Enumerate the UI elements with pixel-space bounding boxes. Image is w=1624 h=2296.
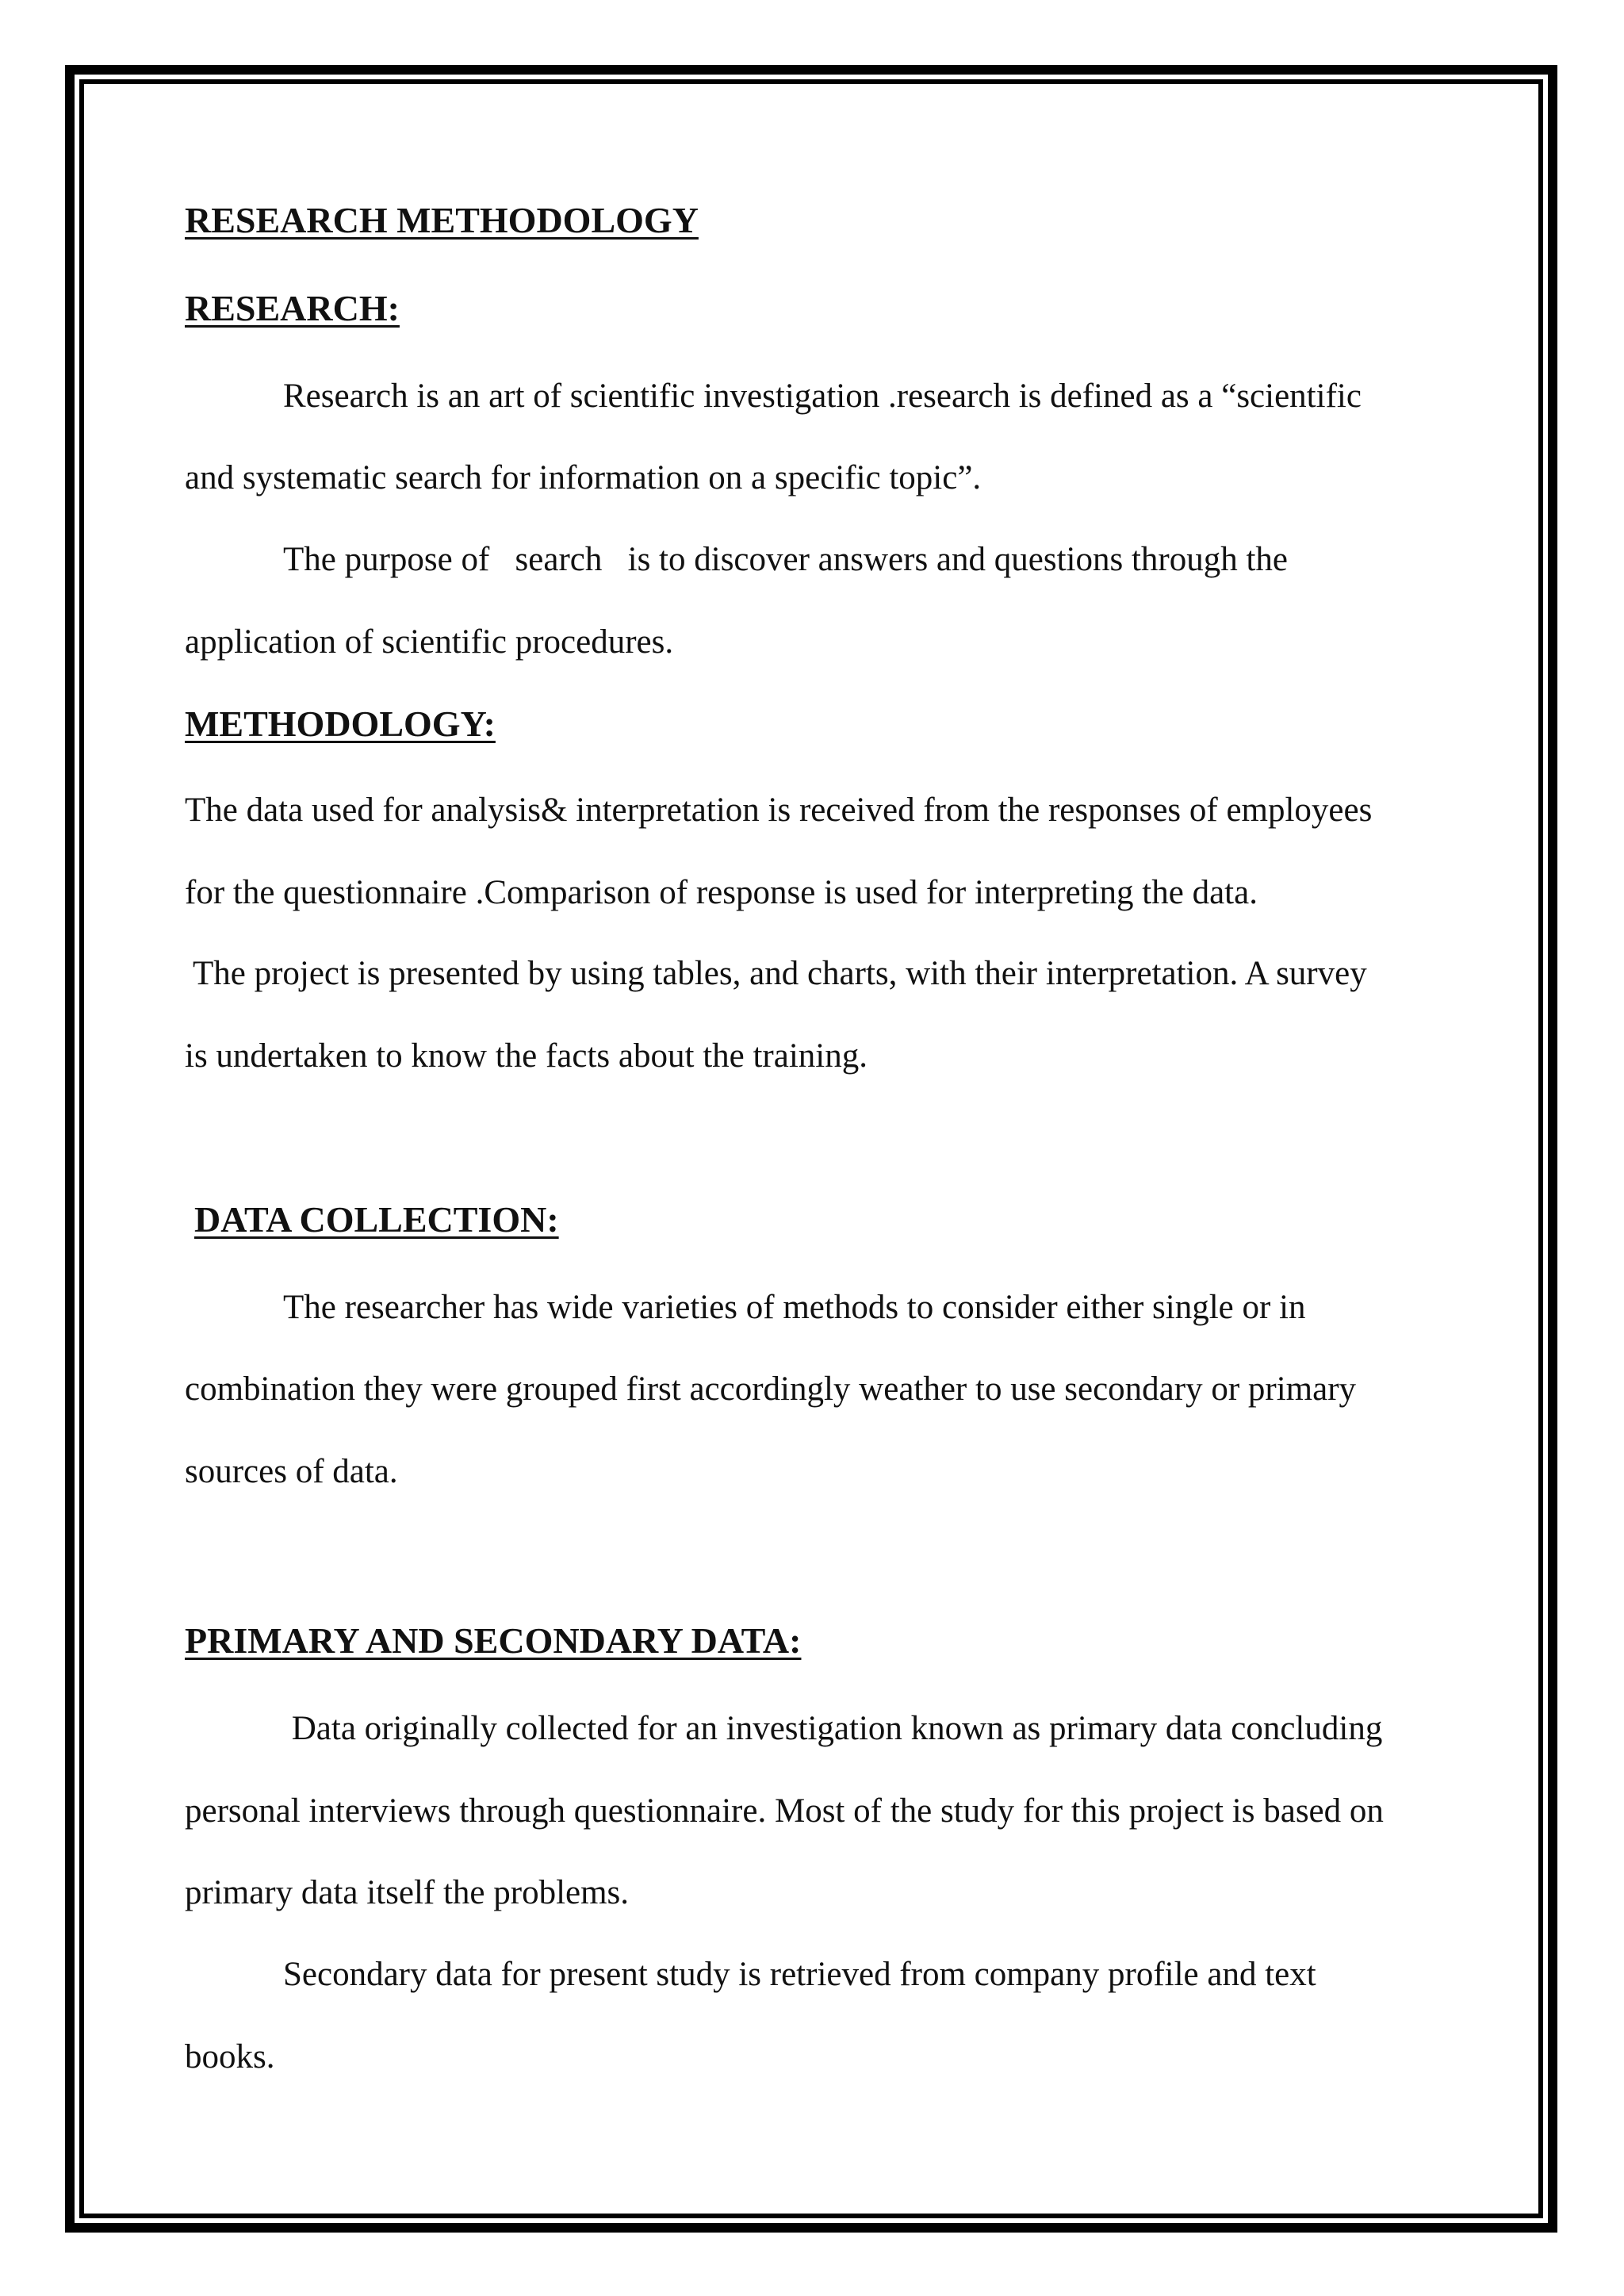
page-title: RESEARCH METHODOLOGY bbox=[185, 200, 699, 240]
data-collection-line-2: combination they were grouped first accordingly weather to use secondary or primary bbox=[185, 1370, 1357, 1408]
methodology-line-1: The data used for analysis& interpretation is received from the responses of employees bbox=[185, 792, 1373, 829]
data-collection-heading: DATA COLLECTION: bbox=[194, 1199, 559, 1240]
methodology-line-4: is undertaken to know the facts about the training. bbox=[185, 1037, 868, 1075]
methodology-heading: METHODOLOGY: bbox=[185, 703, 496, 744]
research-line-3: The purpose of search is to discover answers and questions through the bbox=[283, 541, 1289, 578]
data-collection-line-3: sources of data. bbox=[185, 1453, 398, 1490]
primary-secondary-line-5: books. bbox=[185, 2038, 275, 2076]
research-line-2: and systematic search for information on a specific topic”. bbox=[185, 459, 982, 496]
primary-secondary-line-2: personal interviews through questionnaire. Most of the study for this project is based on bbox=[185, 1792, 1384, 1830]
research-line-4: application of scientific procedures. bbox=[185, 623, 674, 661]
data-collection-line-1: The researcher has wide varieties of methods to consider either single or in bbox=[283, 1289, 1306, 1326]
primary-secondary-heading: PRIMARY AND SECONDARY DATA: bbox=[185, 1620, 802, 1661]
primary-secondary-line-3: primary data itself the problems. bbox=[185, 1874, 630, 1911]
methodology-line-3: The project is presented by using tables, and charts, with their interpretation. A survey bbox=[185, 955, 1367, 992]
methodology-line-2: for the questionnaire .Comparison of response is used for interpreting the data. bbox=[185, 874, 1258, 911]
primary-secondary-line-4: Secondary data for present study is retrieved from company profile and text bbox=[283, 1956, 1316, 1993]
research-line-1: Research is an art of scientific investigation .research is defined as a “scientific bbox=[283, 378, 1362, 415]
research-heading: RESEARCH: bbox=[185, 288, 400, 328]
primary-secondary-line-1: Data originally collected for an investigation known as primary data concluding bbox=[283, 1710, 1383, 1747]
